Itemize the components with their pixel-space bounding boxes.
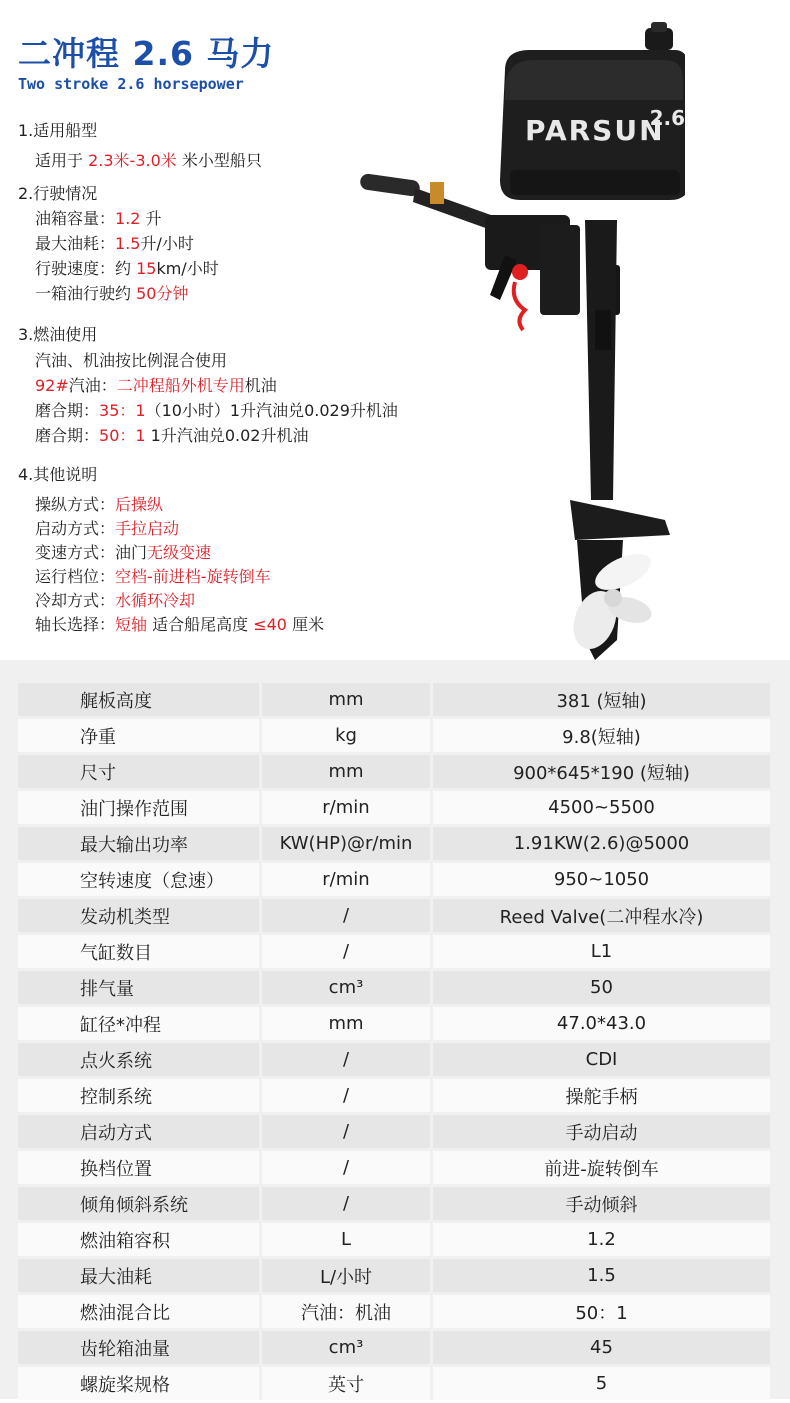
steering-line: 操纵方式：后操纵 (35, 495, 164, 514)
table-row (18, 935, 770, 968)
table-row (18, 791, 770, 824)
spec-value: 50：1 (433, 1295, 770, 1328)
spec-value: 手动倾斜 (433, 1187, 770, 1220)
table-row (18, 1295, 770, 1328)
table-row (18, 1007, 770, 1040)
spec-value: 1.2 (433, 1223, 770, 1256)
spec-unit: / (262, 1043, 433, 1076)
table-row (18, 1079, 770, 1112)
table-row (18, 1331, 770, 1364)
spec-table (18, 680, 770, 1403)
spec-value: 47.0*43.0 (433, 1007, 770, 1040)
spec-unit: cm³ (262, 1331, 433, 1364)
table-row (18, 1223, 770, 1256)
spec-name: 燃油混合比 (18, 1295, 262, 1328)
fuel-mix-line: 汽油、机油按比例混合使用 (35, 351, 228, 370)
spec-unit: KW(HP)@r/min (262, 827, 433, 860)
spec-value: 45 (433, 1331, 770, 1364)
table-row (18, 827, 770, 860)
hp-badge: 2.6 (649, 106, 685, 130)
spec-table-area (0, 660, 790, 1399)
spec-value: CDI (433, 1043, 770, 1076)
spec-name: 缸径*冲程 (18, 1007, 262, 1040)
table-row (18, 683, 770, 716)
spec-name: 净重 (18, 719, 262, 752)
spec-name: 最大输出功率 (18, 827, 262, 860)
table-row (18, 1151, 770, 1184)
kill-switch (512, 264, 528, 280)
spec-name: 空转速度（怠速） (18, 863, 262, 896)
spec-name: 启动方式 (18, 1115, 262, 1148)
speed-line: 行驶速度：约 15km/小时 (35, 259, 219, 278)
spec-value: 5 (433, 1367, 770, 1400)
spec-value: 950~1050 (433, 863, 770, 896)
spec-value: 操舵手柄 (433, 1079, 770, 1112)
spec-value: L1 (433, 935, 770, 968)
shift-method-line: 变速方式：油门无级变速 (35, 543, 212, 562)
spec-name: 排气量 (18, 971, 262, 1004)
spec-value: Reed Valve(二冲程水冷) (433, 899, 770, 932)
section-3-heading: 3.燃油使用 (18, 325, 98, 344)
drive-shaft (585, 220, 617, 500)
spec-name: 油门操作范围 (18, 791, 262, 824)
spec-unit: mm (262, 755, 433, 788)
spec-name: 螺旋桨规格 (18, 1367, 262, 1400)
spec-unit: / (262, 1151, 433, 1184)
spec-unit: r/min (262, 791, 433, 824)
spec-unit: 汽油：机油 (262, 1295, 433, 1328)
section-4-heading: 4.其他说明 (18, 465, 98, 484)
outboard-motor-image (355, 20, 685, 660)
table-row (18, 1367, 770, 1400)
spec-name: 控制系统 (18, 1079, 262, 1112)
page-title: 二冲程 2.6 马力 (18, 34, 275, 73)
spec-name: 艉板高度 (18, 683, 262, 716)
spec-value: 9.8(短轴) (433, 719, 770, 752)
spec-value: 1.5 (433, 1259, 770, 1292)
start-method-line: 启动方式：手拉启动 (35, 519, 180, 538)
spec-unit: L (262, 1223, 433, 1256)
spec-name: 燃油箱容积 (18, 1223, 262, 1256)
table-row (18, 755, 770, 788)
spec-value: 900*645*190 (短轴) (433, 755, 770, 788)
product-intro (0, 0, 790, 660)
fuel-type-line: 92#汽油：二冲程船外机专用机油 (35, 376, 277, 395)
table-row (18, 899, 770, 932)
spec-unit: / (262, 899, 433, 932)
spec-name: 点火系统 (18, 1043, 262, 1076)
spec-unit: / (262, 935, 433, 968)
table-row (18, 1187, 770, 1220)
spec-unit: / (262, 1187, 433, 1220)
spec-unit: / (262, 1079, 433, 1112)
section-2-heading: 2.行驶情况 (18, 184, 98, 203)
spec-unit: kg (262, 719, 433, 752)
spec-name: 齿轮箱油量 (18, 1331, 262, 1364)
spec-unit: r/min (262, 863, 433, 896)
section-1-heading: 1.适用船型 (18, 121, 98, 140)
table-row (18, 1043, 770, 1076)
spec-value: 手动启动 (433, 1115, 770, 1148)
fuel-consumption-line: 最大油耗：1.5升/小时 (35, 234, 194, 253)
spec-unit: cm³ (262, 971, 433, 1004)
table-row (18, 971, 770, 1004)
shaft-line: 轴长选择：短轴 适合船尾高度 ≤40 厘米 (35, 615, 325, 634)
spec-value: 4500~5500 (433, 791, 770, 824)
range-line: 一箱油行驶约 50分钟 (35, 284, 189, 303)
spec-name: 倾角倾斜系统 (18, 1187, 262, 1220)
spec-value: 50 (433, 971, 770, 1004)
spec-unit: / (262, 1115, 433, 1148)
spec-unit: 英寸 (262, 1367, 433, 1400)
brand-logo: PARSUN (525, 114, 665, 147)
table-row (18, 1259, 770, 1292)
page-subtitle: Two stroke 2.6 horsepower (18, 75, 244, 93)
spec-name: 尺寸 (18, 755, 262, 788)
spec-value: 381 (短轴) (433, 683, 770, 716)
table-row (18, 863, 770, 896)
table-row (18, 719, 770, 752)
spec-unit: mm (262, 1007, 433, 1040)
break-in-line-2: 磨合期：50：1 1升汽油兑0.02升机油 (35, 426, 309, 445)
spec-name: 最大油耗 (18, 1259, 262, 1292)
tiller-grip (359, 173, 421, 197)
spec-name: 气缸数目 (18, 935, 262, 968)
break-in-line-1: 磨合期：35：1（10小时）1升汽油兑0.029升机油 (35, 401, 398, 420)
gear-line: 运行档位：空档-前进档-旋转倒车 (35, 567, 271, 586)
spec-unit: L/小时 (262, 1259, 433, 1292)
table-row (18, 1115, 770, 1148)
spec-name: 换档位置 (18, 1151, 262, 1184)
spec-value: 前进-旋转倒车 (433, 1151, 770, 1184)
spec-value: 1.91KW(2.6)@5000 (433, 827, 770, 860)
spec-unit: mm (262, 683, 433, 716)
spec-name: 发动机类型 (18, 899, 262, 932)
tank-capacity-line: 油箱容量：1.2 升 (35, 209, 162, 228)
boat-size-line: 适用于 2.3米-3.0米 米小型船只 (35, 151, 262, 170)
cooling-line: 冷却方式：水循环冷却 (35, 591, 196, 610)
